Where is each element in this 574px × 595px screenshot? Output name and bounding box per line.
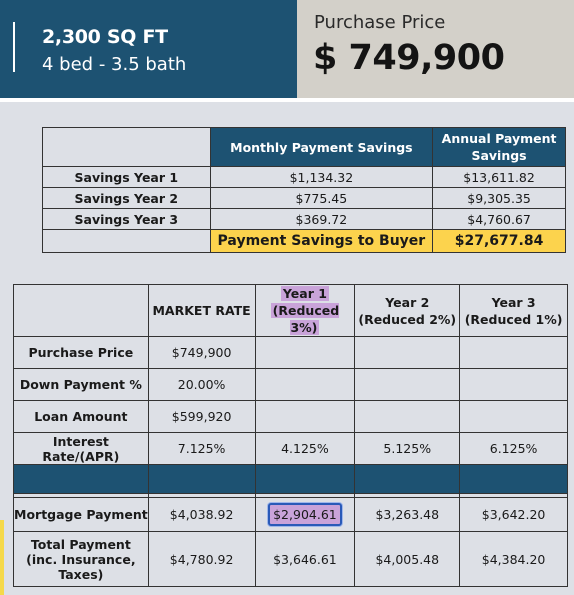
rates-table [13, 284, 568, 587]
total-savings-label: Payment Savings to Buyer [210, 230, 433, 253]
price-header [297, 0, 574, 98]
year3-title: Year 3 [491, 294, 536, 310]
year2-value[interactable]: 5.125% [355, 433, 460, 465]
monthly-value[interactable]: $775.45 [210, 188, 433, 209]
table-row [14, 369, 568, 401]
year2-value[interactable]: $4,005.48 [355, 532, 460, 587]
total-label-line3: Taxes) [58, 566, 104, 582]
purchase-price-value: $ 749,900 [313, 38, 505, 78]
empty-cell [14, 285, 149, 337]
year1-title: Year 1 [282, 286, 327, 301]
empty-cell[interactable] [460, 401, 568, 433]
total-savings-value[interactable]: $27,677.84 [433, 230, 566, 253]
table-row [43, 209, 566, 230]
empty-cell[interactable] [355, 369, 460, 401]
year1-mortgage-cell[interactable] [255, 498, 355, 532]
bed-bath-count: 4 bed - 3.5 bath [42, 54, 187, 75]
year1-subtitle: (Reduced 3%) [272, 303, 340, 335]
row-label [14, 532, 149, 587]
year1-value[interactable]: $3,646.61 [255, 532, 355, 587]
row-label: Savings Year 3 [43, 209, 211, 230]
market-value[interactable]: $599,920 [148, 401, 255, 433]
blue-cell [255, 465, 355, 494]
year3-value[interactable]: $4,384.20 [460, 532, 568, 587]
empty-cell[interactable] [355, 401, 460, 433]
purchase-price-label: Purchase Price [314, 12, 446, 33]
year1-mortgage-selected[interactable]: $2,904.61 [268, 503, 342, 526]
empty-cell[interactable] [355, 337, 460, 369]
divider-bar [13, 22, 15, 72]
empty-cell [43, 128, 211, 167]
year3-value[interactable]: $3,642.20 [460, 498, 568, 532]
year2-subtitle: (Reduced 2%) [358, 311, 457, 327]
market-value[interactable]: $749,900 [148, 337, 255, 369]
row-label: Mortgage Payment [14, 498, 149, 532]
square-footage: 2,300 SQ FT [42, 26, 168, 48]
total-label-line2: (inc. Insurance, [26, 551, 136, 567]
empty-cell[interactable] [460, 337, 568, 369]
market-value[interactable]: 20.00% [148, 369, 255, 401]
annual-value[interactable]: $9,305.35 [433, 188, 566, 209]
blue-cell [355, 465, 460, 494]
savings-total-row [43, 230, 566, 253]
col-market-rate: MARKET RATE [148, 285, 255, 337]
year3-subtitle: (Reduced 1%) [464, 311, 563, 327]
total-label-line1: Total Payment [30, 536, 131, 552]
row-label: Savings Year 1 [43, 167, 211, 188]
empty-cell[interactable] [255, 369, 355, 401]
monthly-value[interactable]: $1,134.32 [210, 167, 433, 188]
row-label: Purchase Price [14, 337, 149, 369]
empty-cell[interactable] [255, 337, 355, 369]
market-value[interactable]: $4,780.92 [148, 532, 255, 587]
col-year-1 [255, 285, 355, 337]
table-row [43, 188, 566, 209]
accent-strip [0, 520, 4, 595]
blue-cell [148, 465, 255, 494]
year2-title: Year 2 [385, 294, 430, 310]
table-row [14, 532, 568, 587]
empty-cell [43, 230, 211, 253]
savings-table [42, 127, 566, 253]
table-row [14, 433, 568, 465]
col-annual-savings: Annual Payment Savings [433, 128, 566, 167]
rates-header-row [14, 285, 568, 337]
savings-header-row [43, 128, 566, 167]
table-row [43, 167, 566, 188]
property-header [0, 0, 297, 98]
empty-cell[interactable] [460, 369, 568, 401]
market-value[interactable]: $4,038.92 [148, 498, 255, 532]
table-row [14, 498, 568, 532]
annual-value[interactable]: $13,611.82 [433, 167, 566, 188]
annual-value[interactable]: $4,760.67 [433, 209, 566, 230]
table-row [14, 337, 568, 369]
blue-cell [460, 465, 568, 494]
col-monthly-savings: Monthly Payment Savings [210, 128, 433, 167]
year2-value[interactable]: $3,263.48 [355, 498, 460, 532]
year3-value[interactable]: 6.125% [460, 433, 568, 465]
empty-cell[interactable] [255, 401, 355, 433]
row-label: Savings Year 2 [43, 188, 211, 209]
col-year-3 [460, 285, 568, 337]
row-label: Loan Amount [14, 401, 149, 433]
row-label: Down Payment % [14, 369, 149, 401]
year1-value[interactable]: 4.125% [255, 433, 355, 465]
row-label: Interest Rate/(APR) [14, 433, 149, 465]
header-divider [0, 98, 574, 102]
monthly-value[interactable]: $369.72 [210, 209, 433, 230]
blue-cell [14, 465, 149, 494]
col-year-2 [355, 285, 460, 337]
table-row [14, 401, 568, 433]
section-divider-row [14, 465, 568, 494]
market-value[interactable]: 7.125% [148, 433, 255, 465]
